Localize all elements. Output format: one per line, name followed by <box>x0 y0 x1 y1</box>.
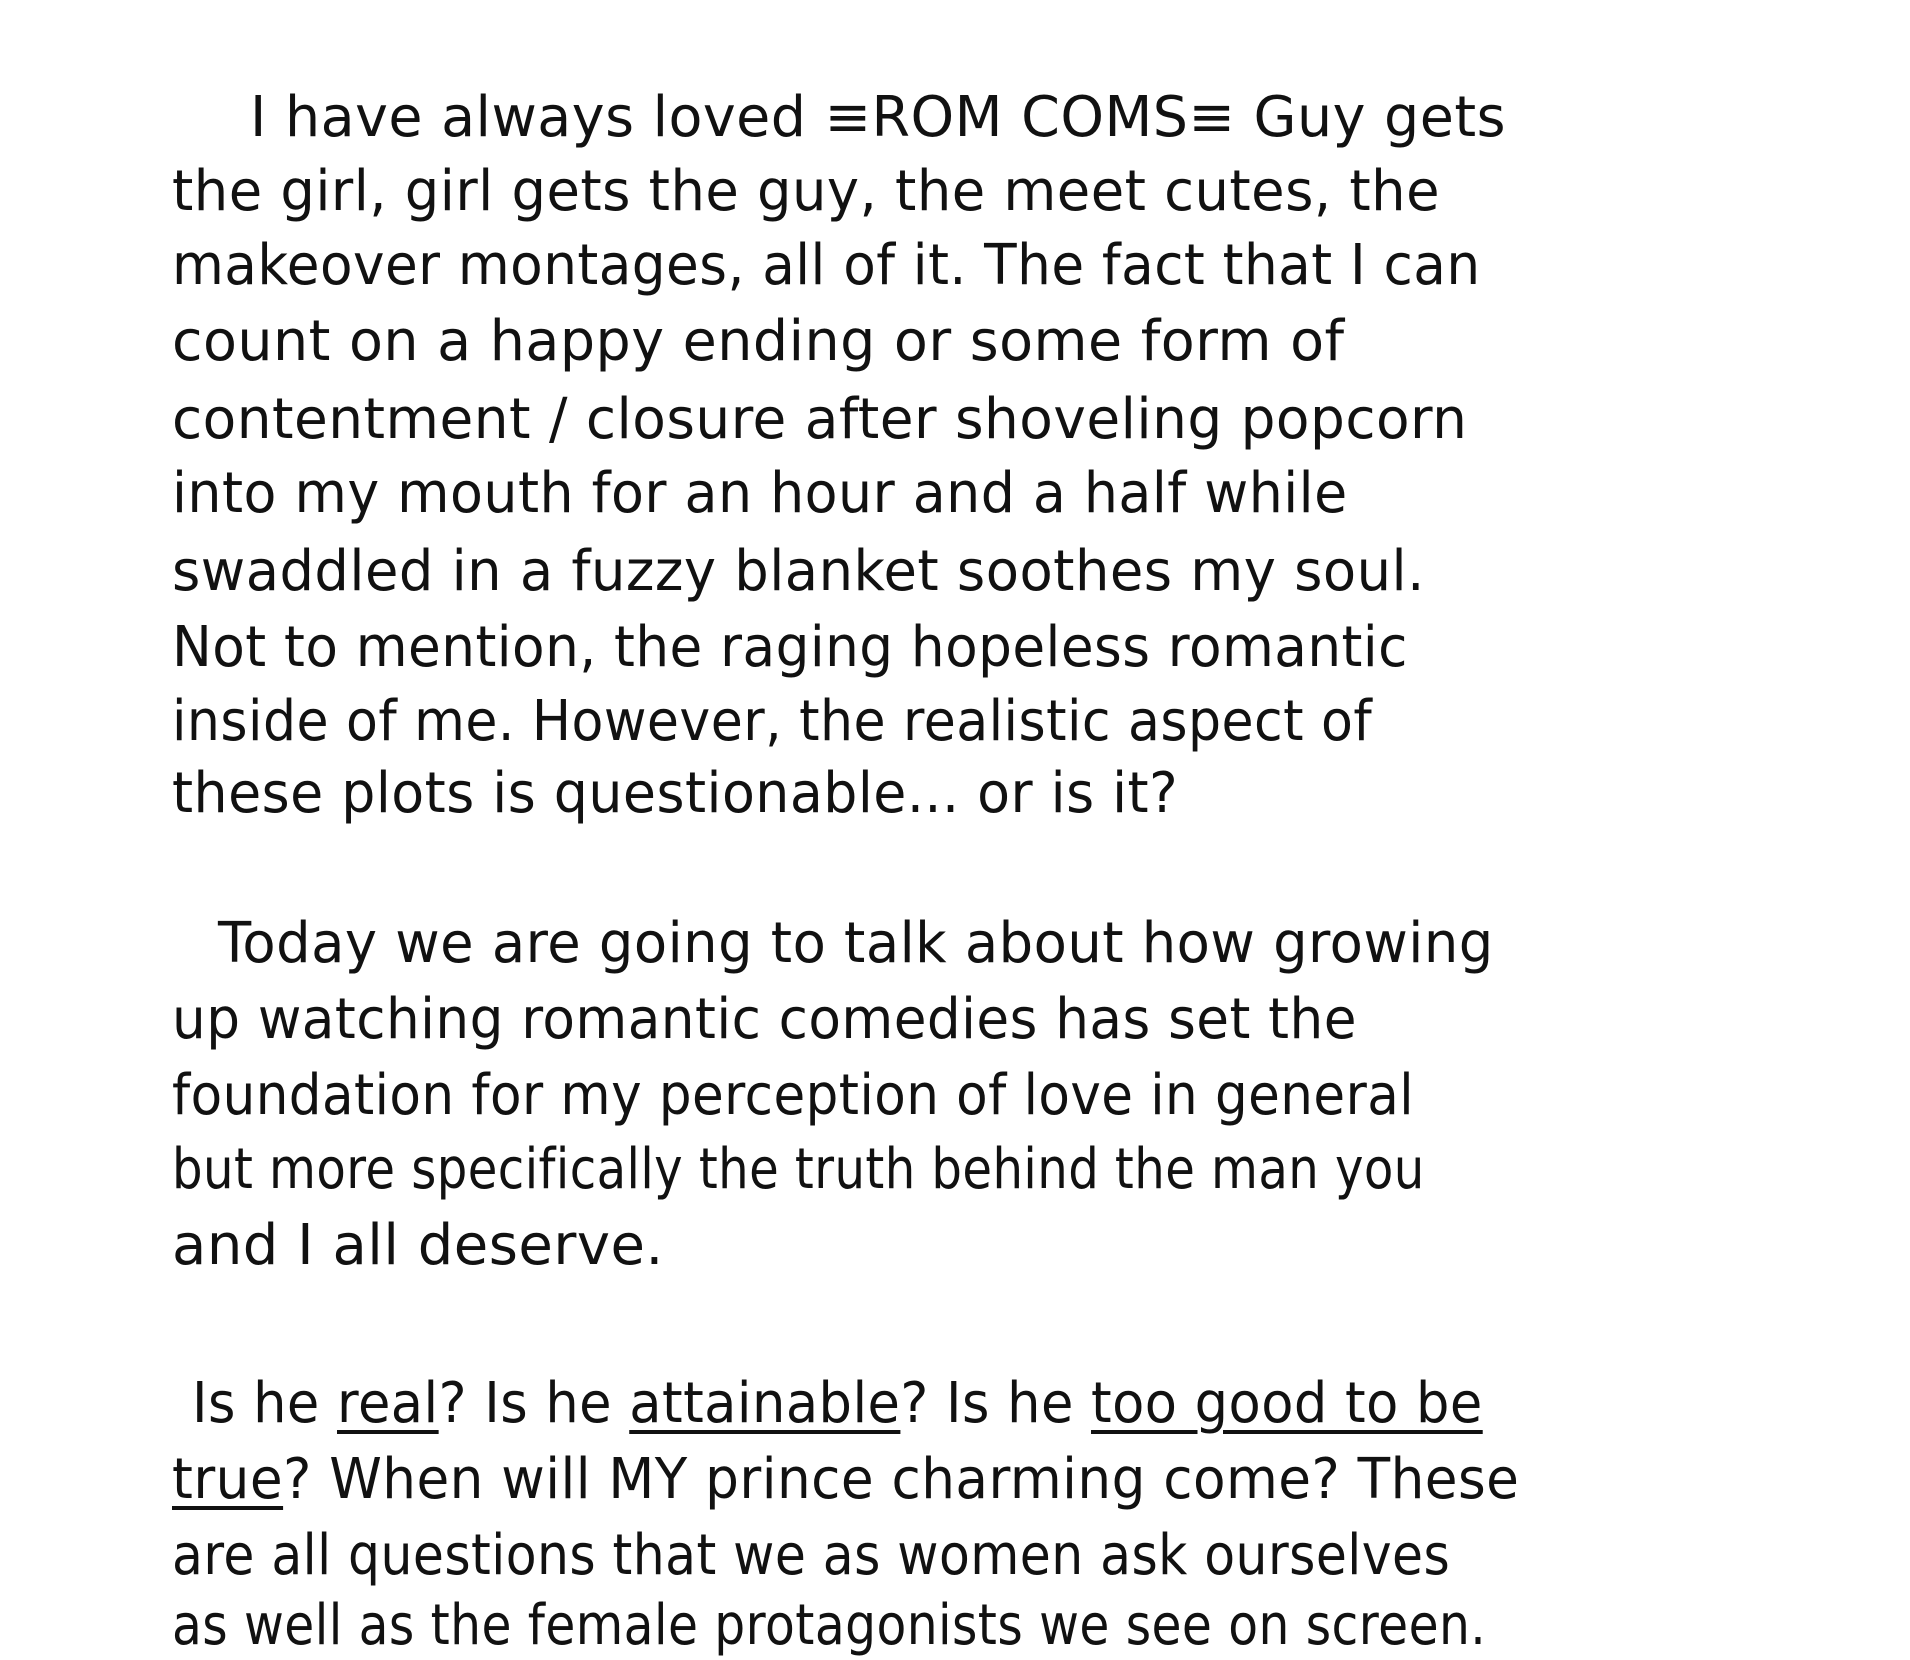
underlined-word-real: real <box>336 1371 439 1436</box>
paragraph-1-line-4: count on a happy ending or some form of <box>172 309 1345 374</box>
text-fragment: ? Is he <box>438 1371 630 1436</box>
paragraph-3-line-1 <box>192 1370 1483 1438</box>
underlined-phrase-too-good: too good to be <box>1091 1371 1483 1436</box>
underlined-word-true: true <box>172 1447 284 1512</box>
paragraph-2-line-2: up watching romantic comedies has set the <box>172 987 1357 1052</box>
paragraph-2-line-4: but more specifically the truth behind the man you <box>172 1137 1425 1202</box>
underlined-word-attainable: attainable <box>629 1371 901 1436</box>
paragraph-2-line-3: foundation for my perception of love in general <box>172 1063 1415 1128</box>
paragraph-1-line-8: Not to mention, the raging hopeless romantic <box>172 615 1408 680</box>
paragraph-1-line-1: I have always loved ≡ROM COMS≡ Guy gets <box>250 85 1506 150</box>
paragraph-1-line-6: into my mouth for an hour and a half while <box>172 461 1348 526</box>
paragraph-1-line-2: the girl, girl gets the guy, the meet cutes, the <box>172 159 1440 224</box>
paragraph-1-line-9: inside of me. However, the realistic aspect of <box>172 689 1373 754</box>
paragraph-1-line-5: contentment / closure after shoveling popcorn <box>172 387 1468 452</box>
paragraph-3-line-2 <box>172 1446 1519 1514</box>
text-fragment: ? Is he <box>900 1371 1092 1436</box>
text-fragment: Is he <box>192 1371 337 1436</box>
paragraph-1-line-3: makeover montages, all of it. The fact that I can <box>172 233 1481 298</box>
paragraph-3-line-3: are all questions that we as women ask ourselves <box>172 1523 1451 1588</box>
paragraph-2-line-1: Today we are going to talk about how growing <box>218 911 1494 976</box>
paragraph-2-line-5: and I all deserve. <box>172 1213 664 1278</box>
text-fragment: ? When will MY prince charming come? These <box>283 1447 1520 1512</box>
paragraph-3-line-4: as well as the female protagonists we see on screen. <box>172 1593 1487 1658</box>
paragraph-1-line-10: these plots is questionable... or is it? <box>172 761 1179 826</box>
paragraph-1-line-7: swaddled in a fuzzy blanket soothes my soul. <box>172 539 1425 604</box>
